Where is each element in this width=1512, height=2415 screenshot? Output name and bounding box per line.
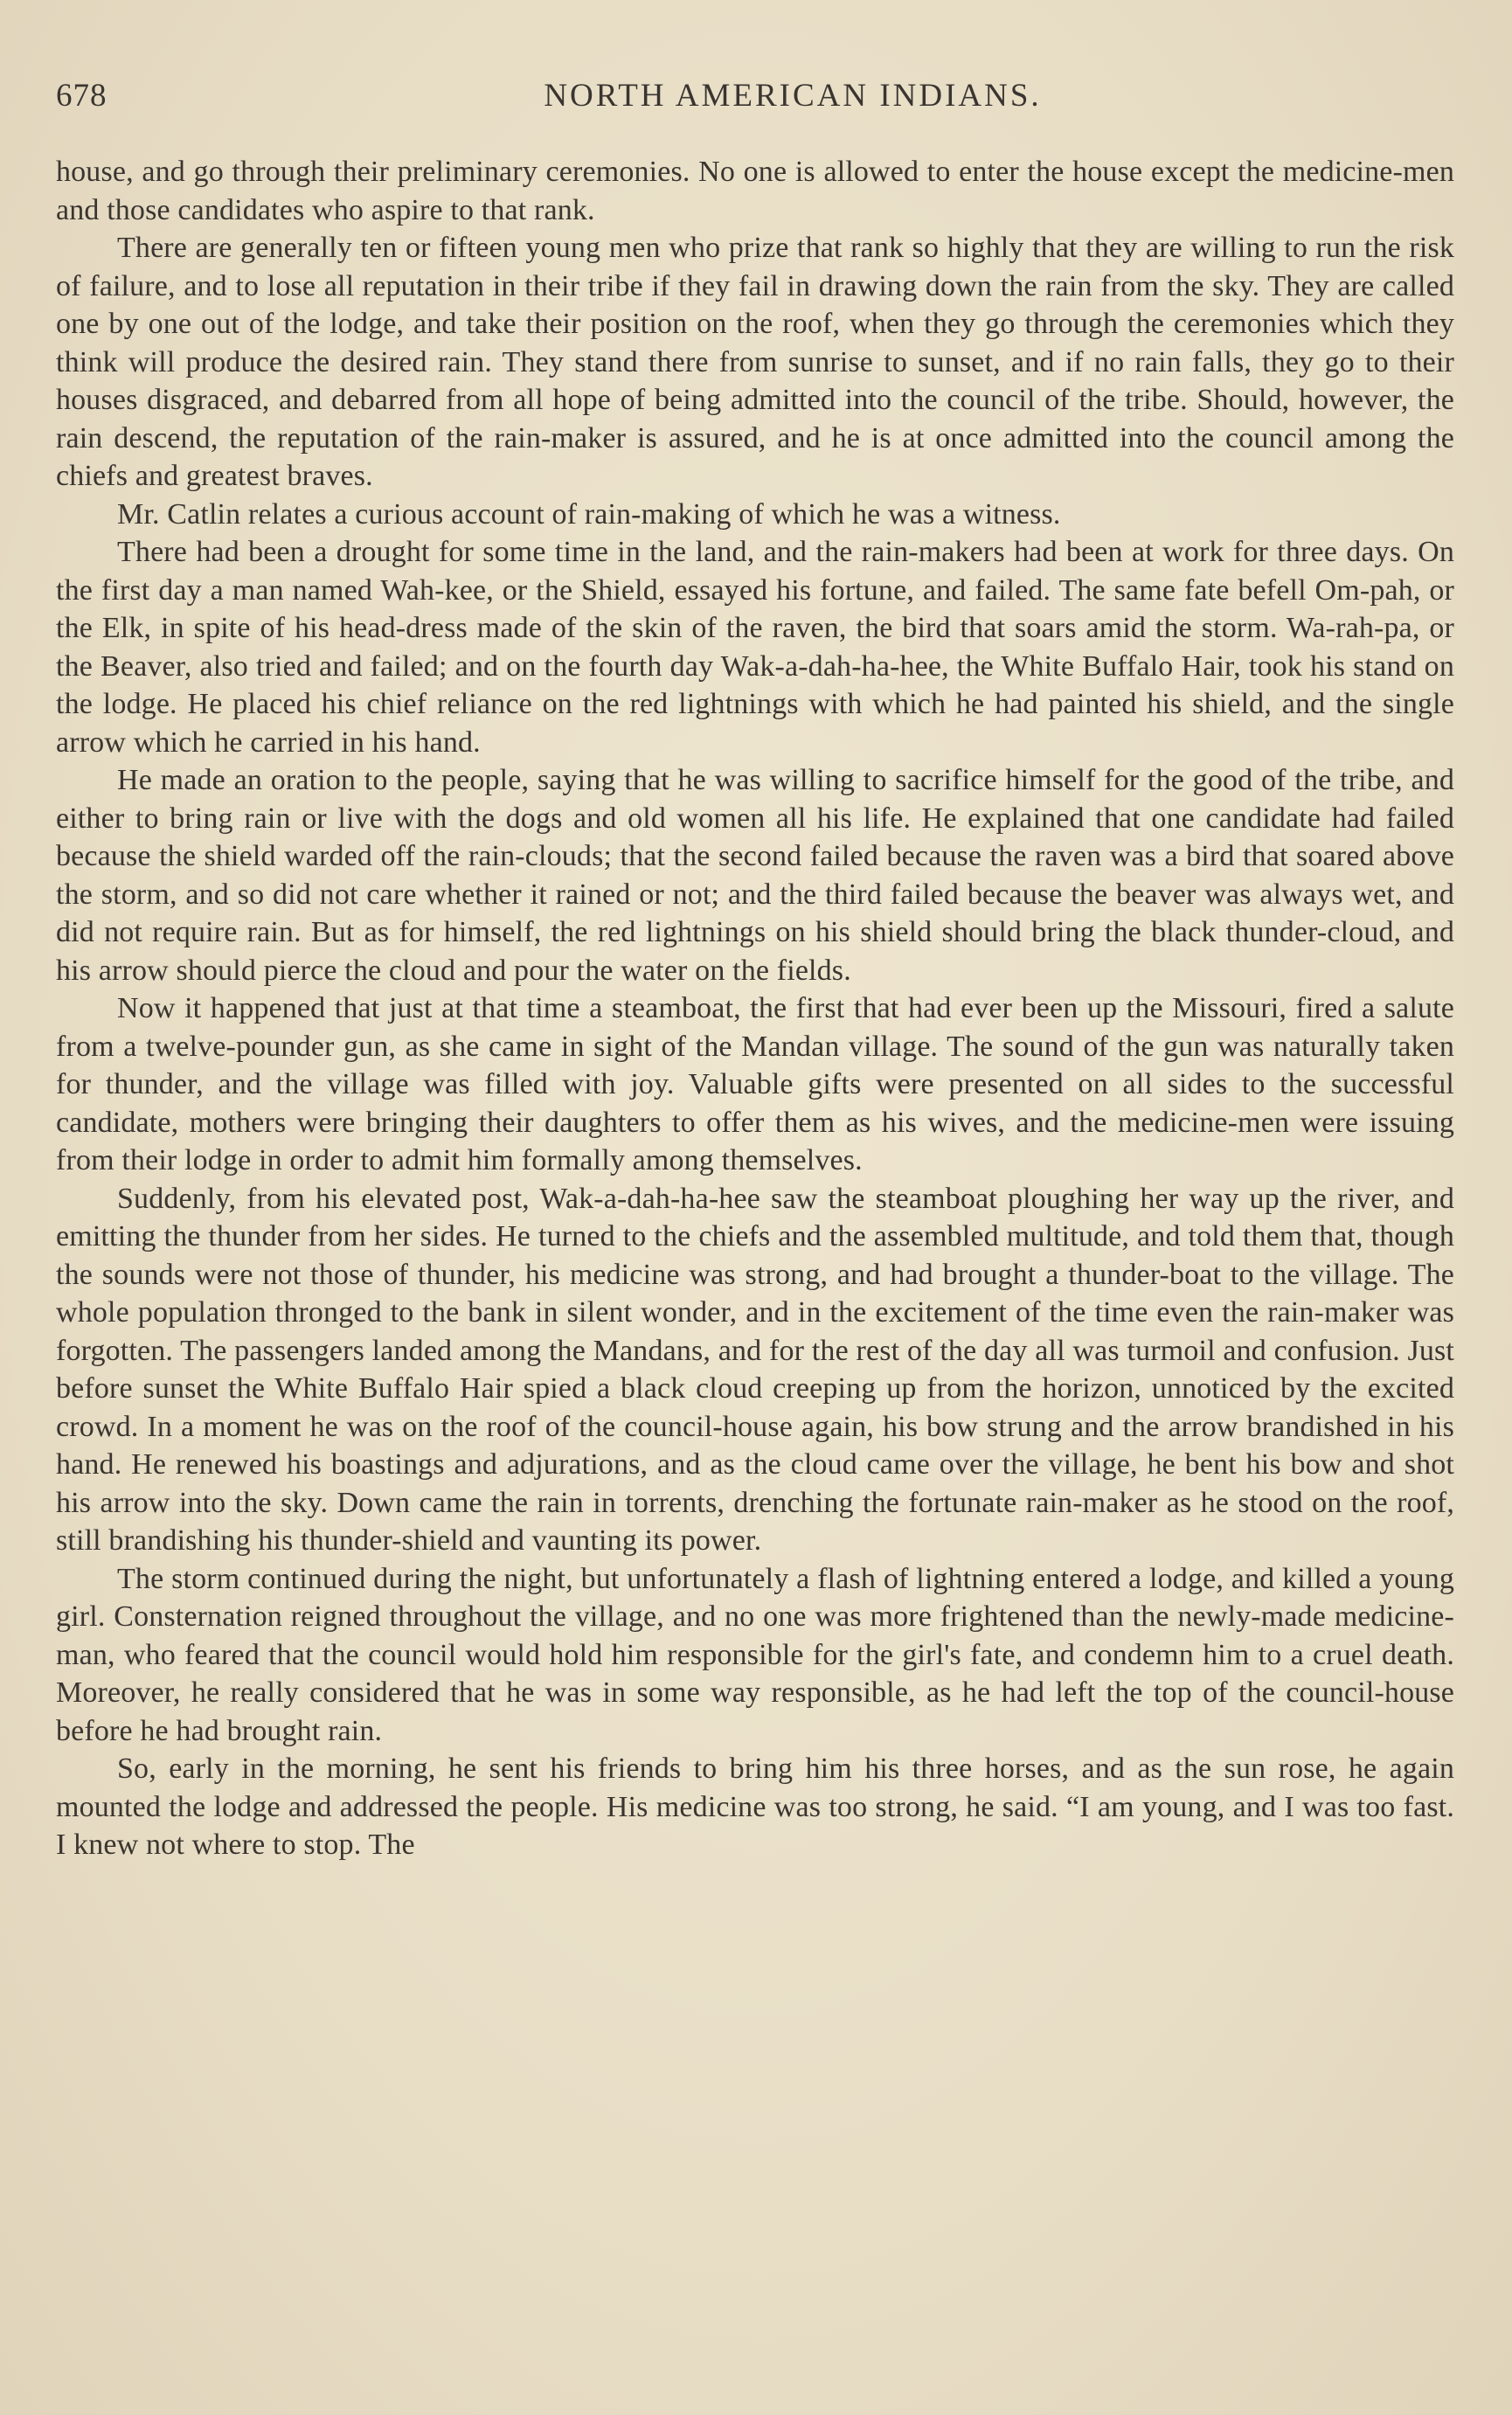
- paragraph: The storm continued during the night, but unfortunately a flash of lightning entered a lodge, and killed a young girl. Consternation reigned throughout the village, and no one was more frightened than the newly-made medicine-man, who feared that the council would hold him responsible for the girl's fate, and condemn him to a cruel death. Moreover, he really considered that he was in some way responsible, as he had left the top of the council-house before he had brought rain.: [56, 1562, 1454, 1747]
- paragraph: There are generally ten or fifteen young men who prize that rank so highly that they are willing to run the risk of failure, and to lose all reputation in their tribe if they fail in drawing down the rain from the sky. They are called one by one out of the lodge, and take their position on the roof, when they go through the ceremonies which they think will produce the desired rain. They stand there from sunrise to sunset, and if no rain falls, they go to their houses disgraced, and debarred from all hope of being admitted into the council of the tribe. Should, however, the rain descend, the reputation of the rain-maker is assured, and he is at once admitted into the council among the chiefs and greatest braves.: [56, 232, 1454, 492]
- paragraph: Now it happened that just at that time a steamboat, the first that had ever been up the Missouri, fired a salute from a twelve-pounder gun, as she came in sight of the Mandan village. The sound of the gun was naturally taken for thunder, and the village was filled with joy. Valuable gifts were presented on all sides to the successful candidate, mothers were bringing their daughters to offer them as his wives, and the medicine-men were issuing from their lodge in order to admit him formally among themselves.: [56, 992, 1454, 1176]
- paragraph: There had been a drought for some time in the land, and the rain-makers had been at work for three days. On the first day a man named Wah-kee, or the Shield, essayed his fortune, and failed. The same fate befell Om-pah, or the Elk, in spite of his head-dress made of the skin of the raven, the bird that soars amid the storm. Wa-rah-pa, or the Beaver, also tried and failed; and on the fourth day Wak-a-dah-ha-hee, the White Buffalo Hair, took his stand on the lodge. He placed his chief reliance on the red lightnings with which he had painted his shield, and the single arrow which he carried in his hand.: [56, 536, 1454, 759]
- page-header: [56, 77, 1451, 121]
- page-number: 678: [56, 78, 108, 114]
- paragraph: Suddenly, from his elevated post, Wak-a-dah-ha-hee saw the steamboat ploughing her way up the river, and emitting the thunder from her sides. He turned to the chiefs and the assembled multitude, and told them that, though the sounds were not those of thunder, his medicine was strong, and had brought a thunder-boat to the village. The whole population thronged to the bank in silent wonder, and in the excitement of the time even the rain-maker was forgotten. The passengers landed among the Mandans, and for the rest of the day all was turmoil and confusion. Just before sunset the White Buffalo Hair spied a black cloud creeping up from the horizon, unnoticed by the excited crowd. In a moment he was on the roof of the council-house again, his bow strung and the arrow brandished in his hand. He renewed his boastings and adjurations, and as the cloud came over the village, he bent his bow and shot his arrow into the sky. Down came the rain in torrents, drenching the fortunate rain-maker as he stood on the roof, still brandishing his thunder-shield and vaunting its power.: [56, 1182, 1454, 1557]
- running-title: NORTH AMERICAN INDIANS.: [544, 78, 1042, 114]
- paragraph: Mr. Catlin relates a curious account of rain-making of which he was a witness.: [117, 497, 1061, 531]
- paragraph: He made an oration to the people, saying that he was willing to sacrifice himself for the good of the tribe, and either to bring rain or live with the dogs and old women all his life. He explained that one candidate had failed because the shield warded off the rain-clouds; that the second failed because the raven was a bird that soared above the storm, and so did not care whether it rained or not; and the third failed because the beaver was always wet, and did not require rain. But as for himself, the red lightnings on his shield should bring the black thunder-cloud, and his arrow should pierce the cloud and pour the water on the fields.: [56, 764, 1454, 987]
- paragraph: house, and go through their preliminary ceremonies. No one is allowed to enter the house except the medicine-men and those candidates who aspire to that rank.: [56, 156, 1454, 226]
- paragraph: So, early in the morning, he sent his friends to bring him his three horses, and as the sun rose, he again mounted the lodge and addressed the people. His medicine was too strong, he said. “I am young, and I was too fast. I knew not where to stop. The: [56, 1752, 1454, 1861]
- body-text: [56, 153, 1454, 1864]
